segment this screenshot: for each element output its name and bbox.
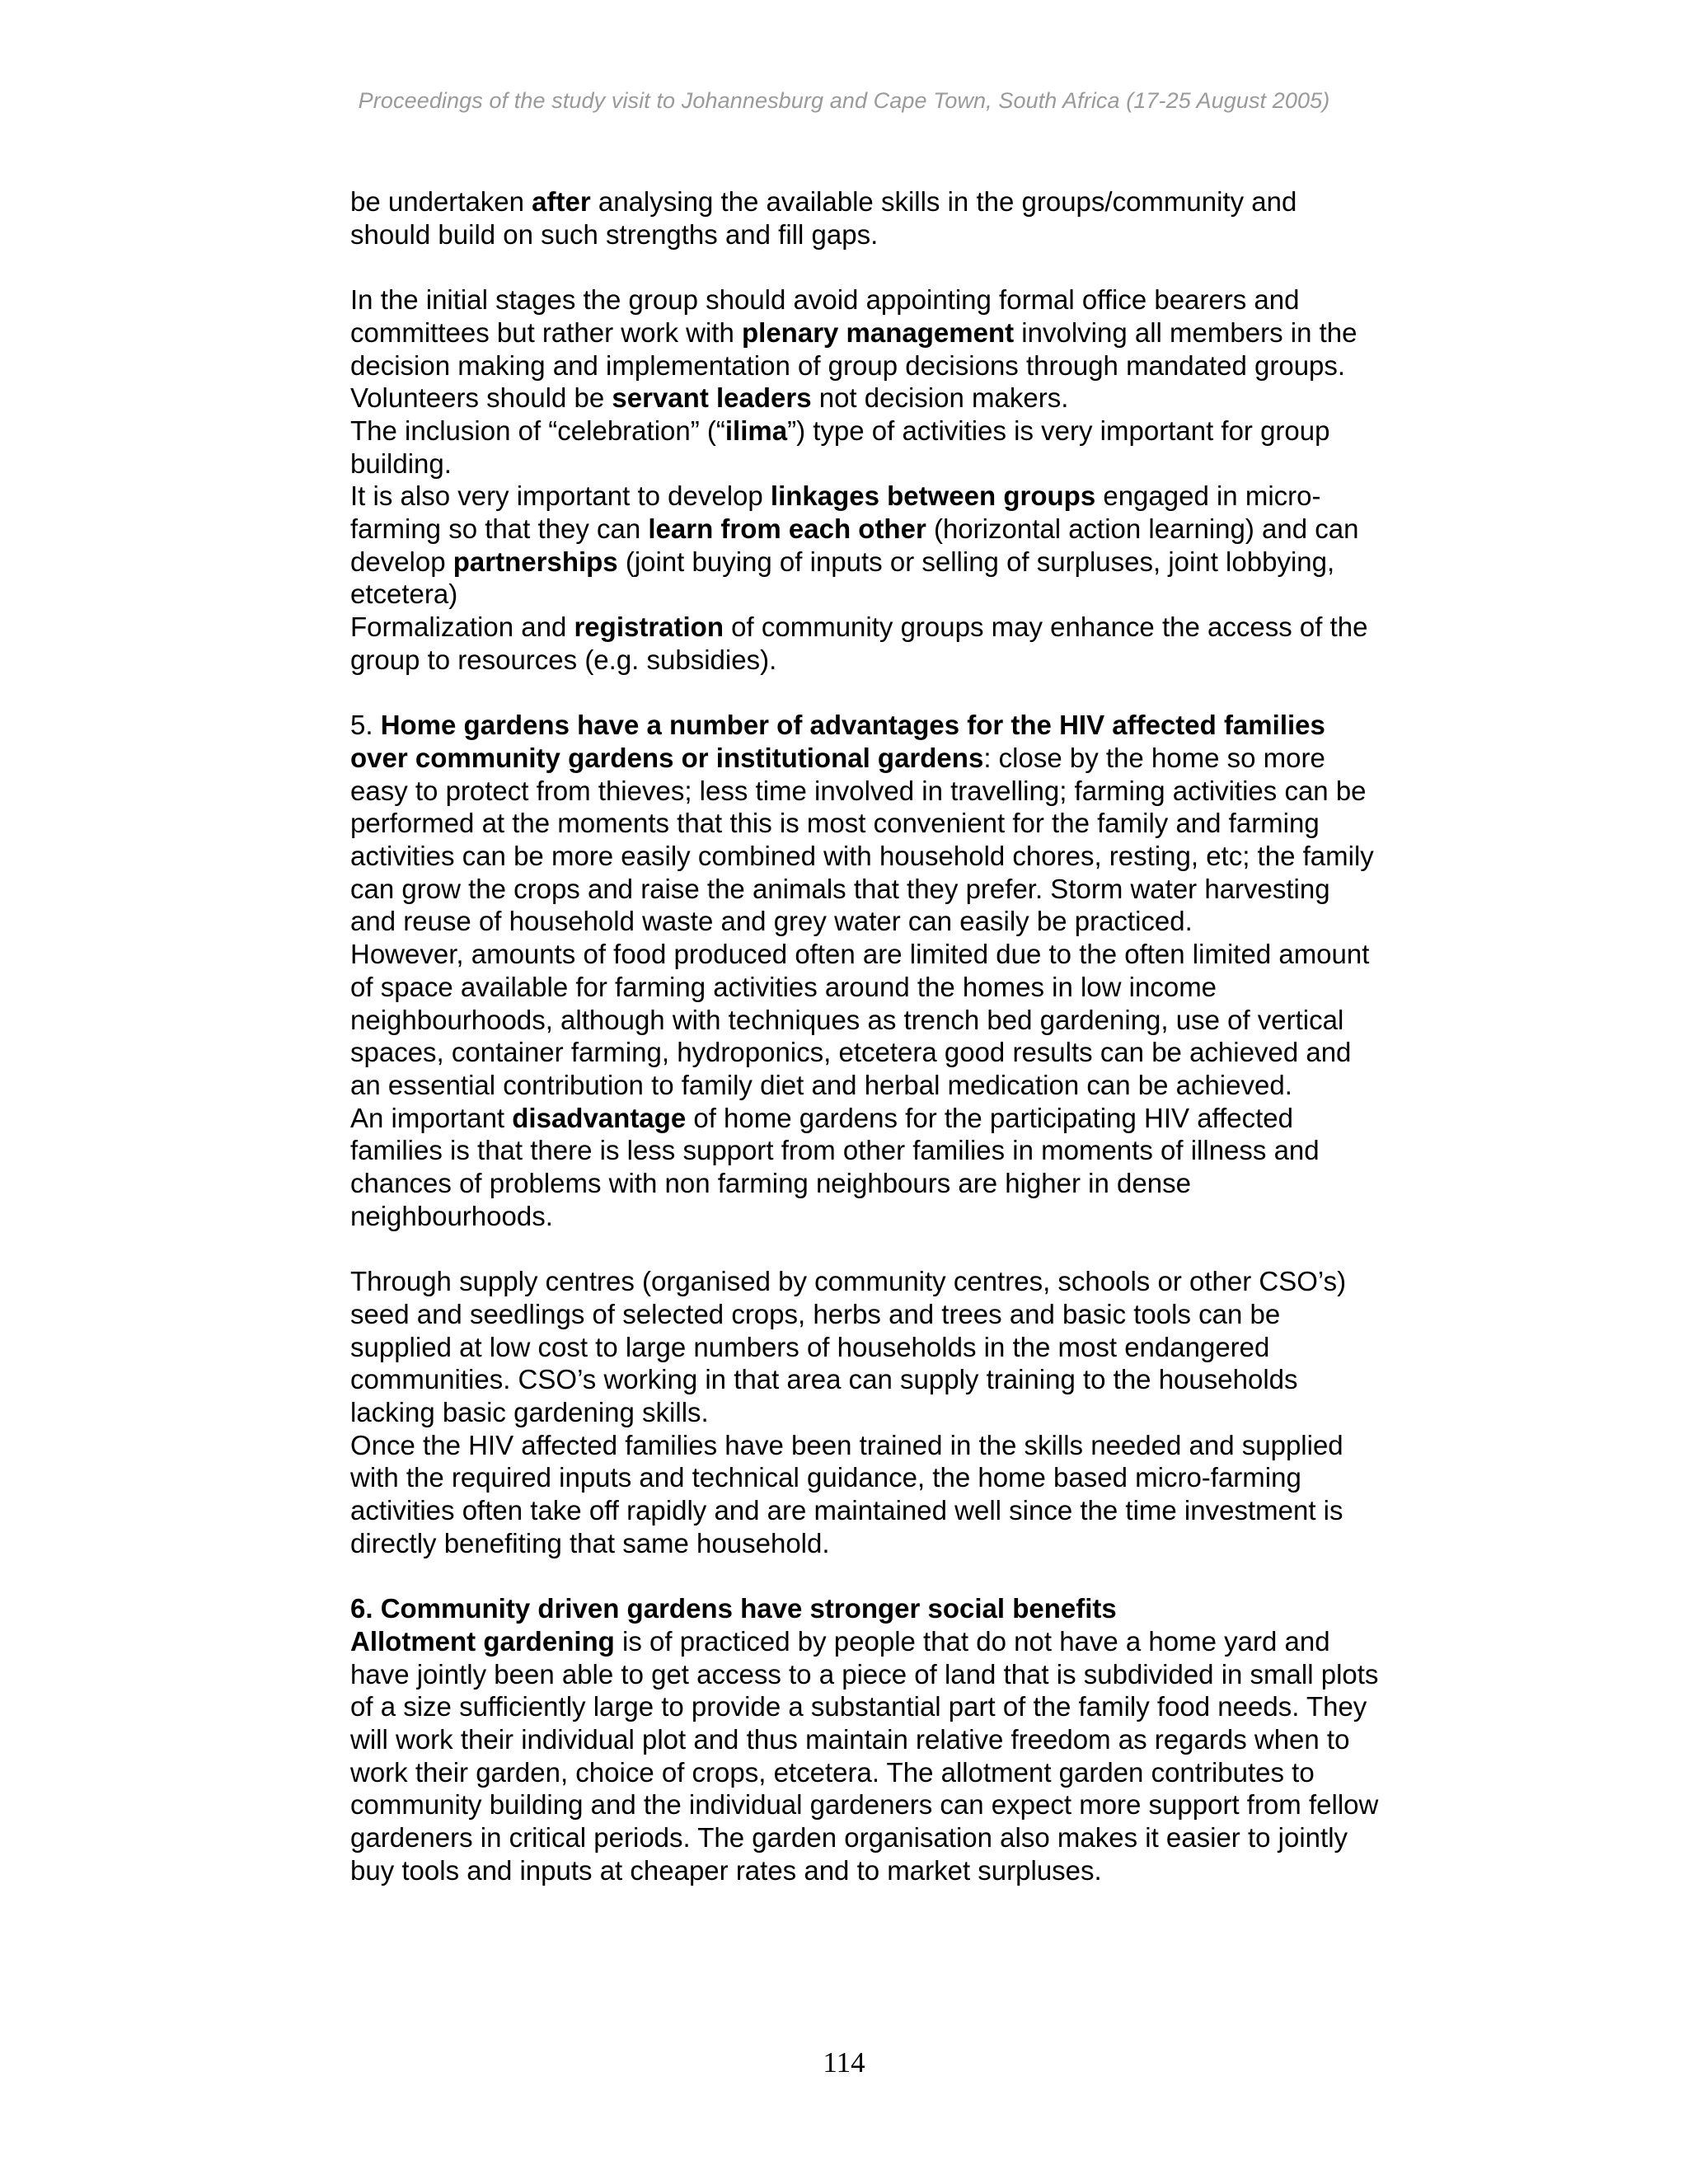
bold-text: after [532,186,591,217]
text-run: analysing the available skills in the groups/community and should build on such strengths and fill gaps. [350,186,1297,250]
text-run: involving all members in the decision making and implementation of group decisions through mandated groups. Volunteers should be [350,316,1357,414]
text-run: Formalization and [350,612,574,643]
paragraph [350,1265,1381,1429]
text-run: not decision makers. [811,382,1069,414]
paragraph [350,1429,1381,1560]
paragraph [350,709,1381,938]
text-run: : close by the home so more easy to protect from thieves; less time involved in travelling; farming activities can be performed at the moments that this is most convenient for the family and farming activities can be more easily combined with household chores, resting, etc; the family can grow the crops and raise the animals that they prefer. Storm water harvesting and reuse of household waste and grey water can easily be practiced. [350,742,1374,937]
text-run: However, amounts of food produced often are limited due to the often limited amount of space available for farming activities around the homes in low income neighbourhoods, although with techniques as trench bed gardening, use of vertical spaces, container farming, hydroponics, etcetera good results can be achieved and an essential contribution to family diet and herbal medication can be achieved. [350,939,1370,1100]
text-run: In the initial stages the group should avoid appointing formal office bearers and committees but rather work with [350,284,1300,348]
text-run: It is also very important to develop [350,480,771,512]
bold-text: registration [574,612,724,643]
bold-text: ilima [724,415,788,446]
text-run: of community groups may enhance the access of the group to resources (e.g. subsidies). [350,612,1368,675]
bold-text: linkages between groups [770,480,1096,512]
paragraph [350,185,1381,251]
text-run: The inclusion of “celebration” (“ [350,415,725,446]
text-run: be undertaken [350,186,532,217]
text-run: Once the HIV affected families have been trained in the skills needed and supplied with the required inputs and technical guidance, the home based micro-farming activities often take off rapidly and are maintained well since the time investment is directly benefiting that same household. [350,1429,1343,1558]
page-number: 114 [823,2046,865,2079]
bold-text: servant leaders [612,382,812,414]
text-run: An important [350,1102,513,1133]
bold-text: learn from each other [648,513,926,545]
text-run: of home gardens for the participating HIV affected families is that there is less support from other families in moments of illness and chances of problems with non farming neighbours are higher in dense neighbourhoods. [350,1102,1320,1231]
bold-text: Allotment gardening [350,1625,615,1657]
text-run: 5. [350,710,381,741]
text-run: (joint buying of inputs or selling of surpluses, joint lobbying, etcetera) [350,546,1335,610]
text-run: (horizontal action learning) and can develop [350,513,1359,577]
paragraph [350,611,1381,676]
text-run: engaged in micro-farming so that they can [350,480,1321,545]
text-run: ”) type of activities is very important for group building. [350,415,1330,479]
paragraph [350,1592,1381,1625]
running-header: Proceedings of the study visit to Johannesburg and Cape Town, South Africa (17-25 August 2005) [358,88,1330,113]
text-run: Through supply centres (organised by community centres, schools or other CSO’s) seed and seedlings of selected crops, herbs and trees and basic tools can be supplied at low cost to large numbers of households in the most endangered communities. CSO’s working in that area can supply training to the households lacking basic gardening skills. [350,1266,1347,1427]
bold-text: disadvantage [512,1102,687,1133]
paragraph [350,1625,1381,1887]
paragraph [350,284,1381,415]
bold-text: 6. Community driven gardens have stronger social benefits [350,1593,1117,1624]
paragraph [350,1102,1381,1233]
bold-text: partnerships [452,546,618,577]
bold-text: Home gardens have a number of advantages for the HIV affected families over community gardens or institutional gardens [350,710,1325,773]
text-run: is of practiced by people that do not have a home yard and have jointly been able to get access to a piece of land that is subdivided in small plots of a size sufficiently large to provide a substantial part of the family food needs. They will work their individual plot and thus maintain relative freedom as regards when to work their garden, choice of crops, etcetera. The allotment garden contributes to community building and the individual gardeners can expect more support from fellow gardeners in critical periods. The garden organisation also makes it easier to jointly buy tools and inputs at cheaper rates and to market surpluses. [350,1625,1379,1886]
bold-text: plenary management [742,316,1015,348]
paragraph [350,938,1381,1102]
paragraph [350,480,1381,611]
body-text [350,185,1381,1887]
paragraph [350,415,1381,480]
